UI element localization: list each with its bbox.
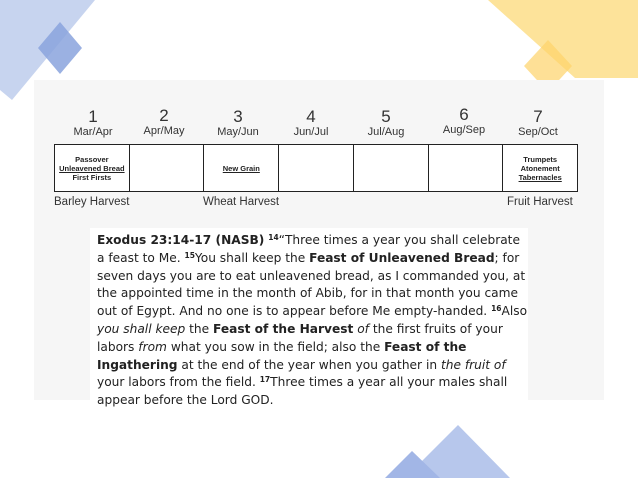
month-1	[56, 108, 130, 139]
scripture-italic: from	[138, 339, 167, 354]
scripture-italic: the fruit of	[440, 357, 506, 372]
wheat-harvest-label: Wheat Harvest	[203, 196, 280, 208]
calendar-cell-month-1	[55, 145, 130, 191]
scripture-span: at the end of the year when you gather in	[181, 357, 438, 372]
scripture-span: your labors from the field.	[97, 375, 256, 390]
scripture-span: Three times a year all your males shall appear before the Lord GOD.	[97, 375, 508, 408]
verse-number: 14	[268, 233, 279, 242]
feast-trumpets: Trumpets	[523, 154, 558, 164]
fruit-harvest-label: Fruit Harvest	[507, 196, 573, 208]
month-name: Jul/Aug	[367, 126, 405, 138]
scripture-span: Also	[501, 304, 528, 319]
month-name: Jun/Jul	[293, 126, 329, 138]
month-number: 5	[381, 107, 391, 126]
scripture-italic: you shall keep	[97, 321, 186, 336]
feast-name-bold: Feast of the Harvest	[213, 321, 354, 336]
month-number: 7	[533, 107, 543, 126]
scripture-reference: Exodus 23:14-17 (NASB)	[97, 233, 265, 247]
verse-number: 17	[259, 375, 271, 385]
month-6	[427, 106, 501, 137]
verse-number: 15	[184, 250, 195, 260]
month-number: 3	[233, 107, 243, 126]
barley-harvest-label: Barley Harvest	[54, 196, 130, 208]
scripture-span: what you sow in the field; also the	[170, 339, 381, 354]
calendar-cell-month-6	[429, 145, 504, 191]
feast-passover: Passover	[75, 154, 109, 164]
feast-unleavened-bread: Unleavened Bread	[59, 163, 125, 173]
month-2	[127, 107, 201, 138]
month-number: 6	[459, 105, 469, 124]
month-name: May/Jun	[217, 126, 259, 138]
feast-atonement: Atonement	[520, 163, 560, 173]
scripture-span: ; for seven days you are to eat unleavened bread, as I commanded you, at the appointed time in the month of Abib, for in that month you came out of Egypt. And no one is to appear before Me empty-handed.	[97, 250, 526, 319]
calendar-cell-month-3	[204, 145, 279, 191]
month-4	[274, 108, 348, 139]
month-number: 2	[159, 106, 169, 125]
calendar-cell-month-7	[503, 145, 577, 191]
scripture-span: “Three times a year you shall celebrate a feast to Me.	[97, 233, 520, 265]
verse-number: 16	[491, 304, 502, 314]
feast-new-grain: New Grain	[222, 163, 260, 173]
feast-name-bold: Feast of Unleavened Bread	[309, 250, 495, 265]
month-3	[201, 108, 275, 139]
scripture-italic: of	[357, 321, 369, 336]
calendar-cell-month-5	[354, 145, 429, 191]
month-7	[501, 108, 575, 139]
scripture-text	[97, 232, 529, 410]
calendar-cell-month-4	[279, 145, 354, 191]
scripture-span: You shall keep the	[194, 250, 306, 265]
scripture-span: the first fruits of your labors	[97, 321, 503, 354]
month-number: 4	[306, 107, 316, 126]
feast-calendar-row	[54, 144, 578, 192]
month-5	[349, 108, 423, 139]
month-number: 1	[88, 107, 98, 126]
month-name: Apr/May	[143, 125, 185, 137]
month-name: Sep/Oct	[518, 126, 558, 138]
scripture-span: the	[189, 321, 210, 336]
month-name: Mar/Apr	[73, 126, 113, 138]
feast-name-bold: Feast of the Ingathering	[97, 339, 467, 372]
feast-tabernacles: Tabernacles	[518, 172, 562, 182]
feast-first-fruits: First Firsts	[72, 172, 112, 182]
calendar-cell-month-2	[130, 145, 205, 191]
month-name: Aug/Sep	[442, 124, 486, 136]
